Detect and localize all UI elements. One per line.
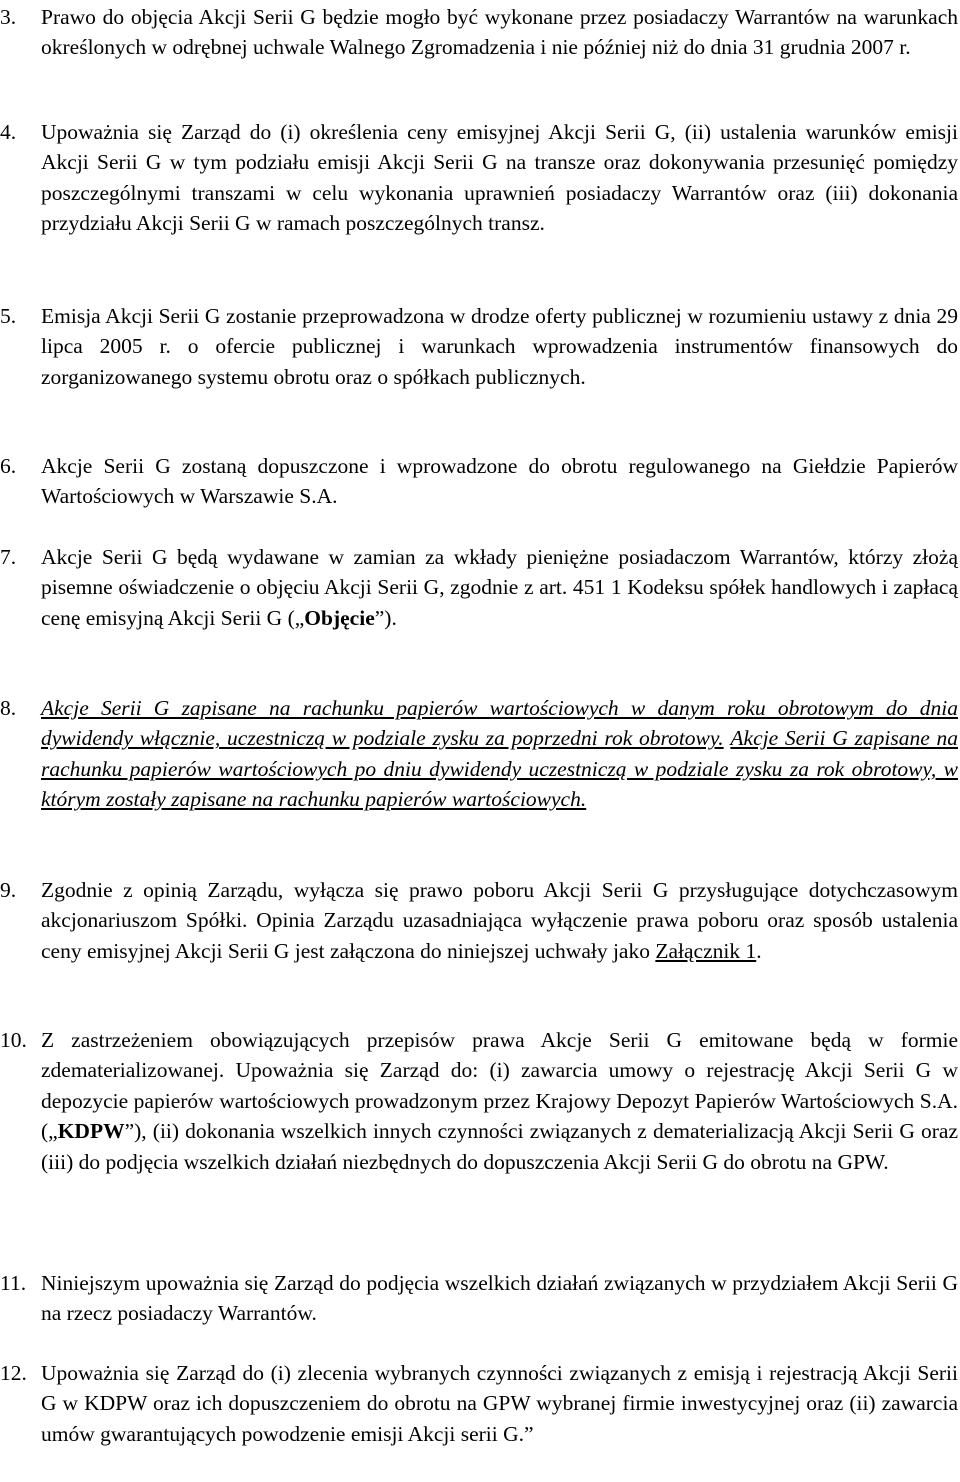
item-number: 10.: [0, 1028, 27, 1052]
list-item: [0, 1268, 958, 1329]
list-item: [0, 301, 958, 392]
list-item: [0, 542, 958, 633]
text-segment: Emisja Akcji Serii G zostanie przeprowadzona w drodze oferty publicznej w rozumieniu ustawy z dnia 29 lipca 2005 r. o ofercie publicznej i warunkach wprowadzenia instrumentów finansowych do zorganizowanego systemu obrotu oraz o spółkach publicznych.: [41, 304, 958, 389]
text-segment: Z zastrzeżeniem obowiązujących przepisów prawa Akcje Serii G emitowane będą w formie zdematerializowanej. Upoważnia się Zarząd do: (i) zawarcia umowy o rejestrację Akcji Serii G w depozycie papierów wartościowych prowadzonym przez Krajowy Depozyt Papierów Wartościowych S.A. („: [41, 1028, 958, 1144]
item-text: [41, 1358, 958, 1449]
text-segment: ”), (ii) dokonania wszelkich innych czynności związanych z dematerializacją Akcji Serii G oraz (iii) do podjęcia wszelkich działań niezbędnych do dopuszczenia Akcji Serii G do obrotu na GPW.: [41, 1119, 958, 1174]
attachment-reference: Załącznik 1: [655, 938, 757, 963]
list-item: [0, 693, 958, 815]
text-segment: Zgodnie z opinią Zarządu, wyłącza się prawo poboru Akcji Serii G przysługujące dotychczasowym akcjonariuszom Spółki. Opinia Zarządu uzasadniająca wyłączenie prawa poboru oraz sposób ustalenia ceny emisyjnej Akcji Serii G jest załączona do niniejszej uchwały jako: [41, 878, 958, 963]
item-number: 3.: [0, 5, 17, 29]
item-number: 5.: [0, 304, 17, 328]
item-text: [41, 542, 958, 633]
item-number: 9.: [0, 878, 17, 902]
text-segment: Upoważnia się Zarząd do (i) określenia ceny emisyjnej Akcji Serii G, (ii) ustalenia warunków emisji Akcji Serii G w tym podziału emisji Akcji Serii G na transze oraz dokonywania przesunięć pomiędzy poszczególnymi transzami w celu wykonania uprawnień posiadaczy Warrantów oraz (iii) dokonania przydziału Akcji Serii G w ramach poszczególnych transz.: [41, 120, 958, 236]
item-text: [41, 693, 958, 815]
emphasized-text: Akcje Serii G zapisane na rachunku papierów wartościowych po dniu dywidendy uczestniczą w podziale zysku za rok obrotowy, w którym zostały zapisane na rachunku papierów wartościowych.: [41, 726, 959, 812]
list-item: [0, 451, 958, 512]
item-text: [41, 875, 958, 966]
item-text: [41, 2, 958, 63]
item-number: 6.: [0, 454, 17, 478]
text-segment: ”).: [374, 605, 397, 630]
item-text: [41, 1025, 958, 1177]
text-segment: .: [756, 938, 762, 963]
list-item: [0, 2, 958, 63]
item-text: [41, 451, 958, 512]
item-number: 4.: [0, 120, 17, 144]
list-item: [0, 1358, 958, 1449]
item-number: 7.: [0, 545, 17, 569]
emphasized-text: Akcje Serii G zapisane na rachunku papierów wartościowych w danym roku obrotowym do dnia dywidendy włącznie, uczestniczą w podziale zysku za poprzedni rok obrotowy.: [41, 696, 958, 751]
item-number: 8.: [0, 696, 17, 720]
item-text: [41, 301, 958, 392]
text-segment: Prawo do objęcia Akcji Serii G będzie mogło być wykonane przez posiadaczy Warrantów na warunkach określonych w odrębnej uchwale Walnego Zgromadzenia i nie później niż do dnia 31 grudnia 2007 r.: [41, 5, 958, 60]
list-item: [0, 1025, 958, 1177]
text-segment: Akcje Serii G zostaną dopuszczone i wprowadzone do obrotu regulowanego na Giełdzie Papierów Wartościowych w Warszawie S.A.: [41, 454, 958, 509]
text-segment: Niniejszym upoważnia się Zarząd do podjęcia wszelkich działań związanych w przydziałem Akcji Serii G na rzecz posiadaczy Warrantów.: [41, 1271, 958, 1326]
item-number: 12.: [0, 1361, 27, 1385]
text-segment: Upoważnia się Zarząd do (i) zlecenia wybranych czynności związanych z emisją i rejestracją Akcji Serii G w KDPW oraz ich dopuszczeniem do obrotu na GPW wybranej firmie inwestycyjnej oraz (ii) zawarcia umów gwarantujących powodzenie emisji Akcji serii G.”: [41, 1361, 958, 1446]
item-text: [41, 1268, 958, 1329]
text-segment: Akcje Serii G będą wydawane w zamian za wkłady pieniężne posiadaczom Warrantów, którzy złożą pisemne oświadczenie o objęciu Akcji Serii G, zgodnie z art. 451 1 Kodeksu spółek handlowych i zapłacą cenę emisyjną Akcji Serii G („: [41, 545, 958, 630]
list-item: [0, 875, 958, 966]
defined-term: Objęcie: [304, 605, 375, 630]
item-text: [41, 117, 958, 239]
defined-term: KDPW: [57, 1119, 125, 1144]
item-number: 11.: [0, 1271, 27, 1295]
list-item: [0, 117, 958, 239]
